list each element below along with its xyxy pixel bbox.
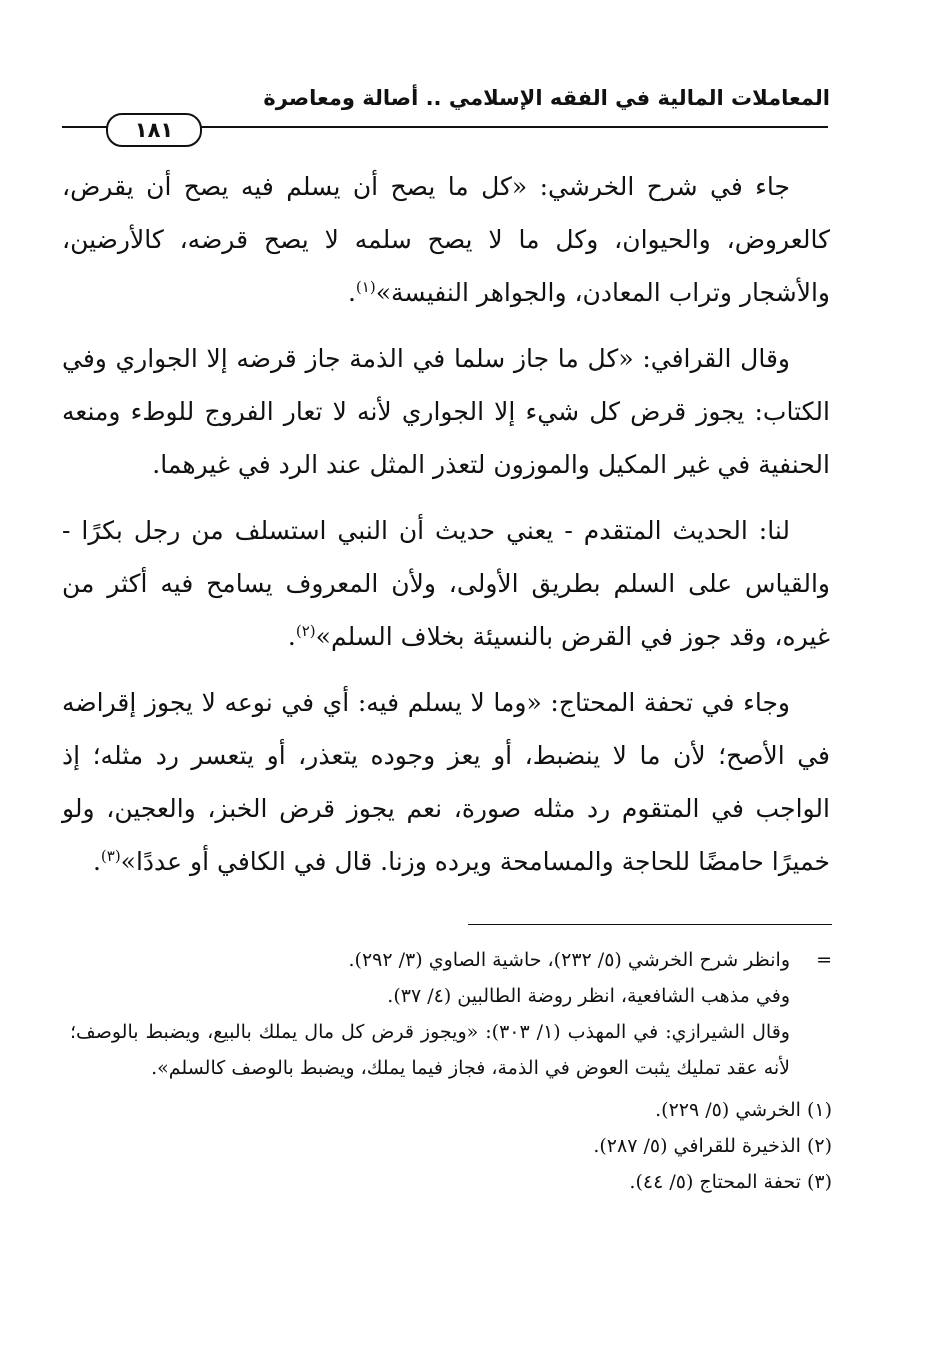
footnotes [70, 942, 832, 1200]
footnote-continuation [70, 942, 832, 1086]
footnote-line: وفي مذهب الشافعية، انظر روضة الطالبين (٤/ ٣٧). [387, 985, 790, 1007]
paragraph-lana [62, 504, 830, 663]
paragraph-qarafi [62, 332, 830, 491]
paragraph-text: جاء في شرح الخرشي: «كل ما يصح أن يسلم فيه يصح أن يقرض، كالعروض، والحيوان، وكل ما لا يصح سلمه لا يصح قرضه، كالأرضين، والأشجار وتراب المعادن، والجواهر النفيسة» [62, 172, 830, 307]
paragraph-tail: . [92, 847, 101, 876]
footnote-3: (٣) تحفة المحتاج (٥/ ٤٤). [629, 1171, 832, 1193]
footnote-line: وانظر شرح الخرشي (٥/ ٢٣٢)، حاشية الصاوي (٣/ ٢٩٢). [348, 949, 790, 971]
footnote-ref-1: (١) [355, 278, 376, 296]
footnote-1: (١) الخرشي (٥/ ٢٢٩). [655, 1099, 832, 1121]
paragraph-text: وقال القرافي: «كل ما جاز سلما في الذمة جاز قرضه إلا الجواري وفي الكتاب: يجوز قرض كل شيء إلا الجواري لأنه لا تعار الفروج للوطء ومنعه الحنفية في غير المكيل والموزون لتعذر المثل عند الرد في غيرهما. [62, 344, 830, 479]
paragraph-tail: . [287, 622, 296, 651]
paragraph-tail: . [347, 278, 356, 307]
footnote-line: وقال الشيرازي: في المهذب (١/ ٣٠٣): «ويجوز قرض كل مال يملك بالبيع، ويضبط بالوصف؛ لأنه عقد تمليك يثبت العوض في الذمة، فجاز فيما يملك، ويضبط بالوصف كالسلم». [70, 1021, 790, 1079]
running-header: المعاملات المالية في الفقه الإسلامي .. أصالة ومعاصرة [263, 86, 830, 110]
footnote-separator [468, 924, 832, 925]
paragraph-tuhfa [62, 676, 830, 888]
main-text [62, 160, 830, 901]
paragraph-text: وجاء في تحفة المحتاج: «وما لا يسلم فيه: أي في نوعه لا يجوز إقراضه في الأصح؛ لأن ما لا ينضبط، أو يعز وجوده يتعذر، أو يتعسر رد مثله؛ إذ الواجب في المتقوم رد مثله صورة، نعم يجوز قرض الخبز، والعجين، ولو خميرًا حامضًا للحاجة والمسامحة ويرده وزنا. قال في الكافي أو عددًا» [62, 688, 830, 876]
footnote-ref-3: (٣) [100, 847, 121, 865]
paragraph-text: لنا: الحديث المتقدم - يعني حديث أن النبي استسلف من رجل بكرًا - والقياس على السلم بطريق الأولى، ولأن المعروف يسامح فيه أكثر من غيره، وقد جوز في القرض بالنسيئة بخلاف السلم» [62, 516, 830, 651]
footnote-2: (٢) الذخيرة للقرافي (٥/ ٢٨٧). [593, 1135, 832, 1157]
page-number: ١٨١ [106, 113, 202, 147]
footnote-ref-2: (٢) [295, 622, 316, 640]
continuation-marker: = [816, 949, 832, 971]
paragraph-kharshi [62, 160, 830, 319]
